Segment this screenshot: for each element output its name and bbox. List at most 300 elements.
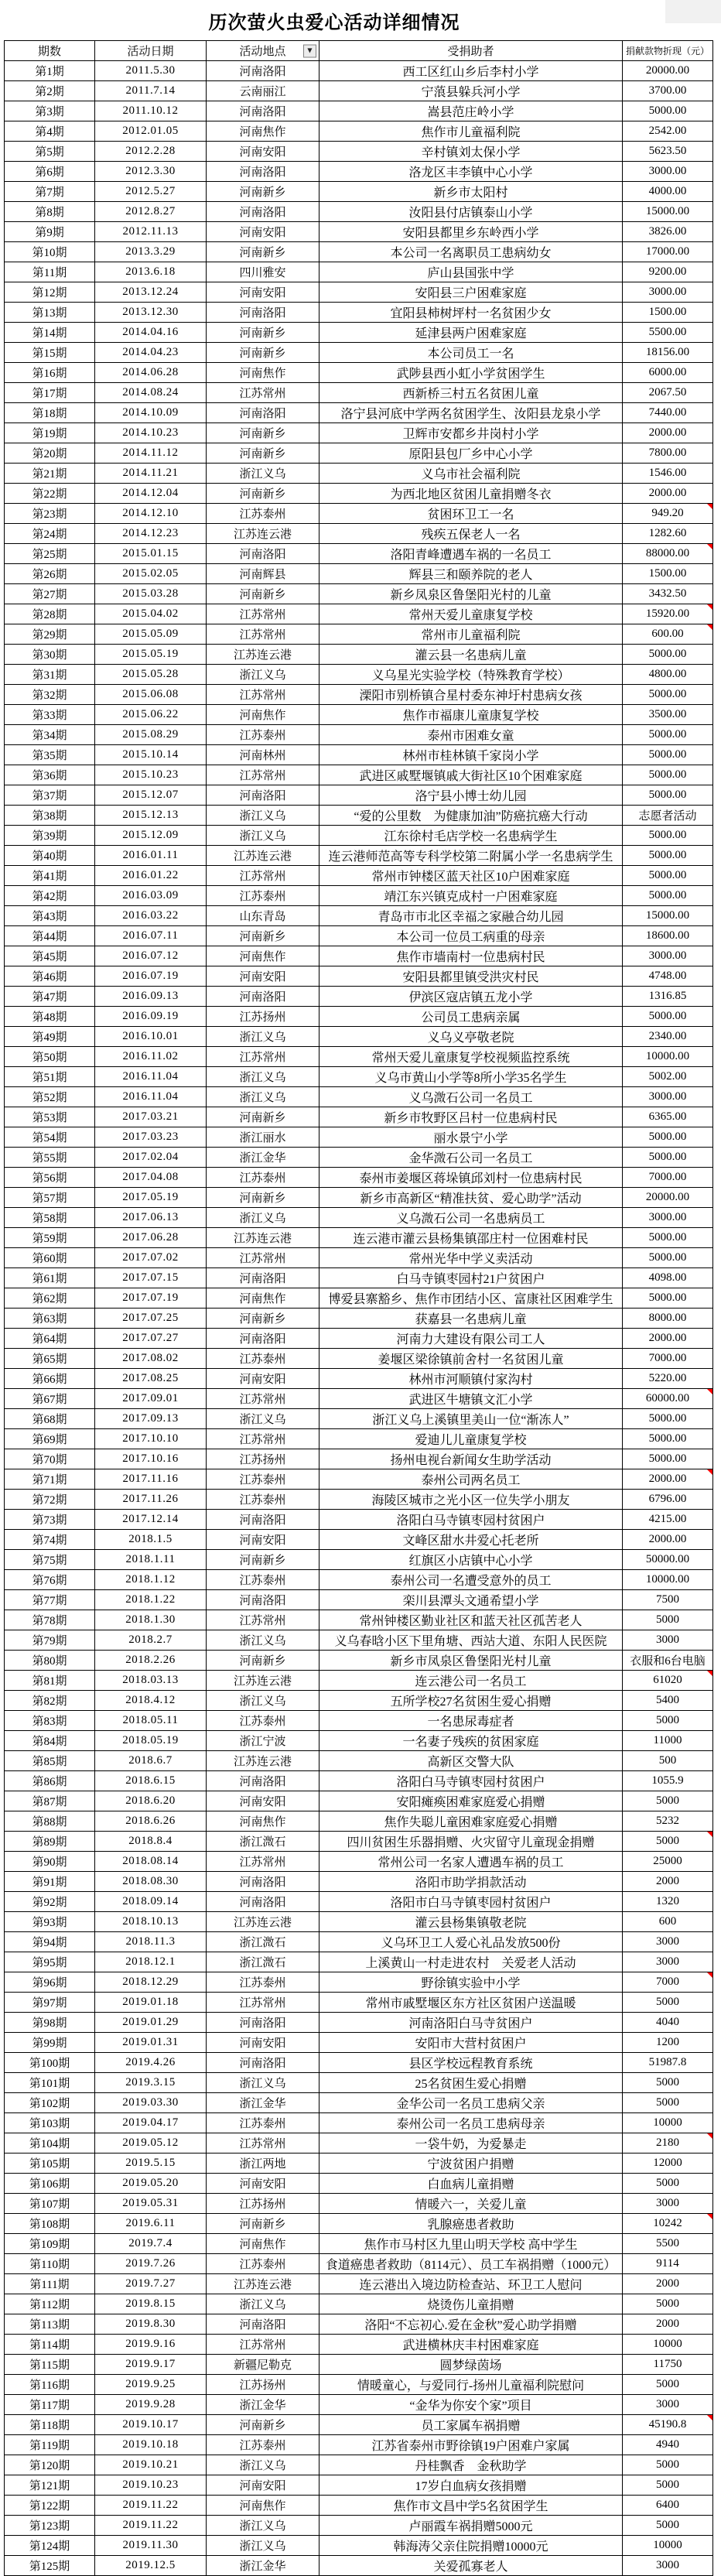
cell-recipient[interactable]: 林州市桂林镇千家岗小学 <box>319 745 623 765</box>
cell-period[interactable]: 第44期 <box>5 926 95 946</box>
cell-recipient[interactable]: 泰州公司两名员工 <box>319 1469 623 1490</box>
cell-recipient[interactable]: 一名妻子残疾的贫困家庭 <box>319 1731 623 1751</box>
cell-date[interactable]: 2016.09.13 <box>95 987 207 1007</box>
cell-date[interactable]: 2013.6.18 <box>95 262 207 282</box>
cell-date[interactable]: 2015.12.09 <box>95 826 207 846</box>
cell-period[interactable]: 第124期 <box>5 2536 95 2556</box>
cell-amount[interactable] <box>623 1449 713 1469</box>
cell-location[interactable]: 江苏泰州 <box>207 1570 319 1590</box>
cell-period[interactable]: 第53期 <box>5 1107 95 1127</box>
cell-recipient[interactable]: 庐山县国张中学 <box>319 262 623 282</box>
cell-period[interactable]: 第37期 <box>5 785 95 806</box>
cell-period[interactable]: 第27期 <box>5 584 95 604</box>
cell-date[interactable]: 2016.11.04 <box>95 1087 207 1107</box>
cell-amount[interactable] <box>623 1148 713 1168</box>
cell-period[interactable]: 第66期 <box>5 1369 95 1389</box>
cell-recipient[interactable]: 文峰区甜水井爱心托老所 <box>319 1530 623 1550</box>
cell-recipient[interactable]: 江东徐村毛店学校一名患病学生 <box>319 826 623 846</box>
cell-recipient[interactable]: 高新区交警大队 <box>319 1751 623 1771</box>
cell-date[interactable]: 2012.11.13 <box>95 222 207 242</box>
cell-amount[interactable] <box>623 745 713 765</box>
cell-recipient[interactable]: 姜堰区梁徐镇前舍村一名贫困儿童 <box>319 1349 623 1369</box>
cell-amount[interactable] <box>623 81 713 101</box>
cell-period[interactable]: 第41期 <box>5 866 95 886</box>
cell-recipient[interactable]: 县区学校远程教育系统 <box>319 2053 623 2073</box>
cell-amount[interactable] <box>623 2053 713 2073</box>
cell-amount[interactable] <box>623 1912 713 1932</box>
cell-amount[interactable] <box>623 1188 713 1208</box>
cell-amount[interactable] <box>623 202 713 222</box>
cell-recipient[interactable]: 野徐镇实验中小学 <box>319 1972 623 1993</box>
cell-period[interactable]: 第82期 <box>5 1691 95 1711</box>
cell-period[interactable]: 第92期 <box>5 1892 95 1912</box>
cell-period[interactable]: 第6期 <box>5 162 95 182</box>
cell-period[interactable]: 第112期 <box>5 2294 95 2314</box>
cell-period[interactable]: 第120期 <box>5 2455 95 2475</box>
cell-recipient[interactable]: 汝阳县付店镇泰山小学 <box>319 202 623 222</box>
cell-amount[interactable] <box>623 2475 713 2496</box>
cell-location[interactable]: 浙江义乌 <box>207 1691 319 1711</box>
cell-recipient[interactable]: 残疾五保老人一名 <box>319 524 623 544</box>
cell-period[interactable]: 第69期 <box>5 1429 95 1449</box>
cell-location[interactable]: 河南洛阳 <box>207 1329 319 1349</box>
cell-date[interactable]: 2015.05.28 <box>95 665 207 685</box>
cell-period[interactable]: 第24期 <box>5 524 95 544</box>
cell-location[interactable]: 河南安阳 <box>207 2174 319 2194</box>
cell-period[interactable]: 第39期 <box>5 826 95 846</box>
cell-location[interactable]: 河南洛阳 <box>207 403 319 423</box>
cell-recipient[interactable]: 17岁白血病女孩捐赠 <box>319 2475 623 2496</box>
cell-date[interactable]: 2018.1.5 <box>95 1530 207 1550</box>
cell-period[interactable]: 第118期 <box>5 2415 95 2435</box>
cell-period[interactable]: 第29期 <box>5 624 95 645</box>
cell-amount[interactable] <box>623 946 713 966</box>
cell-amount[interactable] <box>623 866 713 886</box>
cell-location[interactable]: 河南新乡 <box>207 2415 319 2435</box>
cell-location[interactable]: 浙江丽水 <box>207 1127 319 1148</box>
cell-location[interactable]: 浙江溦石 <box>207 1832 319 1852</box>
cell-amount[interactable] <box>623 2214 713 2234</box>
cell-period[interactable]: 第18期 <box>5 403 95 423</box>
cell-period[interactable]: 第119期 <box>5 2435 95 2455</box>
cell-period[interactable]: 第76期 <box>5 1570 95 1590</box>
cell-date[interactable]: 2019.5.15 <box>95 2154 207 2174</box>
cell-recipient[interactable]: 义乌环卫工人爱心礼品发放500份 <box>319 1932 623 1952</box>
cell-date[interactable]: 2018.2.7 <box>95 1630 207 1651</box>
cell-period[interactable]: 第15期 <box>5 343 95 363</box>
cell-recipient[interactable]: 嵩县范庄岭小学 <box>319 101 623 121</box>
cell-recipient[interactable]: 泰州公司一名遭受意外的员工 <box>319 1570 623 1590</box>
cell-period[interactable]: 第84期 <box>5 1731 95 1751</box>
cell-amount[interactable] <box>623 2294 713 2314</box>
cell-amount[interactable] <box>623 1671 713 1691</box>
cell-recipient[interactable]: 义乌市社会福利院 <box>319 464 623 484</box>
cell-date[interactable]: 2018.1.30 <box>95 1610 207 1630</box>
cell-period[interactable]: 第111期 <box>5 2274 95 2294</box>
cell-recipient[interactable]: 河南洛阳白马寺贫困户 <box>319 2013 623 2033</box>
cell-location[interactable]: 江苏常州 <box>207 866 319 886</box>
cell-date[interactable]: 2019.05.12 <box>95 2133 207 2154</box>
cell-date[interactable]: 2015.05.19 <box>95 645 207 665</box>
cell-recipient[interactable]: 连云港出入境边防检查站、环卫工人慰问 <box>319 2274 623 2294</box>
cell-amount[interactable] <box>623 2536 713 2556</box>
cell-amount[interactable] <box>623 383 713 403</box>
cell-location[interactable]: 河南新乡 <box>207 1550 319 1570</box>
cell-amount[interactable] <box>623 1852 713 1872</box>
cell-amount[interactable] <box>623 1651 713 1671</box>
cell-recipient[interactable]: 新乡市牧野区吕村一位患病村民 <box>319 1107 623 1127</box>
cell-recipient[interactable]: 常州光华中学义卖活动 <box>319 1248 623 1268</box>
cell-period[interactable]: 第96期 <box>5 1972 95 1993</box>
cell-period[interactable]: 第26期 <box>5 564 95 584</box>
cell-recipient[interactable]: 烧烫伤儿童捐赠 <box>319 2294 623 2314</box>
cell-location[interactable]: 江苏连云港 <box>207 2274 319 2294</box>
cell-location[interactable]: 河南安阳 <box>207 142 319 162</box>
cell-period[interactable]: 第74期 <box>5 1530 95 1550</box>
cell-location[interactable]: 河南焦作 <box>207 705 319 725</box>
cell-period[interactable]: 第34期 <box>5 725 95 745</box>
cell-amount[interactable] <box>623 685 713 705</box>
cell-period[interactable]: 第86期 <box>5 1771 95 1791</box>
cell-amount[interactable] <box>623 1530 713 1550</box>
cell-recipient[interactable]: 焦作市文昌中学5名贫困学生 <box>319 2496 623 2516</box>
cell-period[interactable]: 第103期 <box>5 2113 95 2133</box>
cell-period[interactable]: 第36期 <box>5 765 95 785</box>
cell-period[interactable]: 第48期 <box>5 1007 95 1027</box>
cell-amount[interactable] <box>623 403 713 423</box>
cell-date[interactable]: 2019.4.26 <box>95 2053 207 2073</box>
cell-amount[interactable] <box>623 303 713 323</box>
cell-period[interactable]: 第104期 <box>5 2133 95 2154</box>
cell-amount[interactable] <box>623 1510 713 1530</box>
cell-location[interactable]: 河南新乡 <box>207 423 319 443</box>
cell-date[interactable]: 2014.12.23 <box>95 524 207 544</box>
cell-amount[interactable] <box>623 1329 713 1349</box>
cell-recipient[interactable]: 栾川县潭头文通希望小学 <box>319 1590 623 1610</box>
cell-location[interactable]: 江苏常州 <box>207 685 319 705</box>
cell-period[interactable]: 第19期 <box>5 423 95 443</box>
cell-date[interactable]: 2018.12.29 <box>95 1972 207 1993</box>
cell-amount[interactable] <box>623 2194 713 2214</box>
cell-period[interactable]: 第98期 <box>5 2013 95 2033</box>
cell-recipient[interactable]: 江苏省泰州市野徐镇19户困难户家属 <box>319 2435 623 2455</box>
cell-period[interactable]: 第55期 <box>5 1148 95 1168</box>
cell-recipient[interactable]: 为西北地区贫困儿童捐赠冬衣 <box>319 484 623 504</box>
cell-amount[interactable] <box>623 765 713 785</box>
autofilter-dropdown-icon[interactable]: ▼ <box>303 44 316 57</box>
cell-location[interactable]: 河南洛阳 <box>207 303 319 323</box>
cell-recipient[interactable]: 一袋牛奶，为爱暴走 <box>319 2133 623 2154</box>
cell-location[interactable]: 四川雅安 <box>207 262 319 282</box>
cell-amount[interactable] <box>623 182 713 202</box>
cell-recipient[interactable]: 焦作失聪儿童困难家庭爱心捐赠 <box>319 1811 623 1832</box>
cell-location[interactable]: 河南洛阳 <box>207 987 319 1007</box>
cell-recipient[interactable]: 武进区牛塘镇文汇小学 <box>319 1389 623 1409</box>
cell-date[interactable]: 2018.11.3 <box>95 1932 207 1952</box>
cell-amount[interactable] <box>623 705 713 725</box>
cell-date[interactable]: 2015.04.02 <box>95 604 207 624</box>
cell-period[interactable]: 第107期 <box>5 2194 95 2214</box>
cell-date[interactable]: 2019.9.16 <box>95 2335 207 2355</box>
cell-recipient[interactable]: 连云港师范高等专科学校第二附属小学一名患病学生 <box>319 846 623 866</box>
cell-recipient[interactable]: 上溪黄山一村走进农村 关爱老人活动 <box>319 1952 623 1972</box>
cell-amount[interactable] <box>623 1993 713 2013</box>
cell-amount[interactable] <box>623 2234 713 2254</box>
cell-recipient[interactable]: 武进横林庆丰村困难家庭 <box>319 2335 623 2355</box>
cell-period[interactable]: 第10期 <box>5 242 95 262</box>
cell-date[interactable]: 2019.7.27 <box>95 2274 207 2294</box>
cell-date[interactable]: 2019.05.31 <box>95 2194 207 2214</box>
cell-amount[interactable] <box>623 785 713 806</box>
cell-date[interactable]: 2018.05.11 <box>95 1711 207 1731</box>
cell-location[interactable]: 新疆尼勒克 <box>207 2355 319 2375</box>
cell-location[interactable]: 浙江宁波 <box>207 1731 319 1751</box>
cell-location[interactable]: 江苏连云港 <box>207 1671 319 1691</box>
cell-date[interactable]: 2016.07.11 <box>95 926 207 946</box>
cell-date[interactable]: 2019.01.31 <box>95 2033 207 2053</box>
cell-amount[interactable] <box>623 2033 713 2053</box>
cell-location[interactable]: 江苏常州 <box>207 2133 319 2154</box>
cell-location[interactable]: 河南安阳 <box>207 222 319 242</box>
cell-recipient[interactable]: 食道癌患者救助（8114元）、员工车祸捐赠（1000元） <box>319 2254 623 2274</box>
cell-amount[interactable] <box>623 2455 713 2475</box>
cell-date[interactable]: 2017.10.16 <box>95 1449 207 1469</box>
cell-period[interactable]: 第123期 <box>5 2516 95 2536</box>
cell-recipient[interactable]: 贫困环卫工一名 <box>319 504 623 524</box>
cell-recipient[interactable]: 常州天爱儿童康复学校 <box>319 604 623 624</box>
cell-recipient[interactable]: 焦作市儿童福利院 <box>319 121 623 142</box>
cell-location[interactable]: 河南辉县 <box>207 564 319 584</box>
cell-date[interactable]: 2018.8.4 <box>95 1832 207 1852</box>
cell-recipient[interactable]: 泰州市姜堰区蒋垛镇邱刘村一位患病村民 <box>319 1168 623 1188</box>
cell-recipient[interactable]: 丹桂飘香 金秋助学 <box>319 2455 623 2475</box>
cell-period[interactable]: 第62期 <box>5 1288 95 1309</box>
cell-recipient[interactable]: 海陵区城市之光小区一位失学小朋友 <box>319 1490 623 1510</box>
cell-location[interactable]: 江苏常州 <box>207 604 319 624</box>
cell-date[interactable]: 2015.06.22 <box>95 705 207 725</box>
cell-date[interactable]: 2014.11.21 <box>95 464 207 484</box>
cell-location[interactable]: 江苏连云港 <box>207 846 319 866</box>
cell-amount[interactable] <box>623 1932 713 1952</box>
cell-date[interactable]: 2017.04.08 <box>95 1168 207 1188</box>
cell-amount[interactable] <box>623 2274 713 2294</box>
cell-period[interactable]: 第9期 <box>5 222 95 242</box>
cell-recipient[interactable]: 靖江东兴镇克成村一户困难家庭 <box>319 886 623 906</box>
cell-date[interactable]: 2014.11.12 <box>95 443 207 464</box>
cell-amount[interactable] <box>623 1168 713 1188</box>
cell-recipient[interactable]: 洛宁县河底中学两名贫困学生、汝阳县龙泉小学 <box>319 403 623 423</box>
cell-amount[interactable] <box>623 1630 713 1651</box>
cell-period[interactable]: 第38期 <box>5 806 95 826</box>
cell-date[interactable]: 2012.01.05 <box>95 121 207 142</box>
cell-date[interactable]: 2017.11.16 <box>95 1469 207 1490</box>
cell-recipient[interactable]: 新乡市太阳村 <box>319 182 623 202</box>
cell-period[interactable]: 第54期 <box>5 1127 95 1148</box>
cell-amount[interactable] <box>623 604 713 624</box>
cell-amount[interactable] <box>623 1228 713 1248</box>
cell-location[interactable]: 河南洛阳 <box>207 1510 319 1530</box>
cell-location[interactable]: 河南焦作 <box>207 2496 319 2516</box>
cell-date[interactable]: 2019.6.11 <box>95 2214 207 2234</box>
cell-date[interactable]: 2015.08.29 <box>95 725 207 745</box>
cell-period[interactable]: 第40期 <box>5 846 95 866</box>
cell-amount[interactable] <box>623 2013 713 2033</box>
cell-period[interactable]: 第101期 <box>5 2073 95 2093</box>
cell-date[interactable]: 2016.11.02 <box>95 1047 207 1067</box>
cell-amount[interactable] <box>623 1369 713 1389</box>
cell-amount[interactable] <box>623 1409 713 1429</box>
cell-recipient[interactable]: 员工家属车祸捐赠 <box>319 2415 623 2435</box>
cell-date[interactable]: 2011.7.14 <box>95 81 207 101</box>
cell-date[interactable]: 2017.09.13 <box>95 1409 207 1429</box>
cell-period[interactable]: 第115期 <box>5 2355 95 2375</box>
cell-date[interactable]: 2017.10.10 <box>95 1429 207 1449</box>
cell-location[interactable]: 河南新乡 <box>207 1309 319 1329</box>
cell-period[interactable]: 第50期 <box>5 1047 95 1067</box>
cell-amount[interactable] <box>623 1550 713 1570</box>
cell-date[interactable]: 2019.8.30 <box>95 2314 207 2335</box>
cell-location[interactable]: 山东青岛 <box>207 906 319 926</box>
cell-location[interactable]: 江苏连云港 <box>207 524 319 544</box>
cell-recipient[interactable]: 连云港市灌云县杨集镇邵庄村一位困难村民 <box>319 1228 623 1248</box>
cell-date[interactable]: 2019.10.21 <box>95 2455 207 2475</box>
cell-date[interactable]: 2014.08.24 <box>95 383 207 403</box>
cell-recipient[interactable]: 洛阳白马寺镇枣园村贫困户 <box>319 1771 623 1791</box>
cell-period[interactable]: 第60期 <box>5 1248 95 1268</box>
cell-location[interactable]: 河南洛阳 <box>207 785 319 806</box>
cell-amount[interactable] <box>623 1791 713 1811</box>
cell-recipient[interactable]: 义乌市黄山小学等8所小学35名学生 <box>319 1067 623 1087</box>
cell-location[interactable]: 江苏常州 <box>207 1389 319 1409</box>
cell-location[interactable]: 江苏扬州 <box>207 1449 319 1469</box>
cell-period[interactable]: 第30期 <box>5 645 95 665</box>
cell-date[interactable]: 2019.10.18 <box>95 2435 207 2455</box>
cell-recipient[interactable]: 红旗区小店镇中心小学 <box>319 1550 623 1570</box>
cell-recipient[interactable]: 洛阳市助学捐款活动 <box>319 1872 623 1892</box>
cell-amount[interactable] <box>623 1047 713 1067</box>
cell-recipient[interactable]: 洛阳白马寺镇枣园村贫困户 <box>319 1510 623 1530</box>
cell-date[interactable]: 2013.12.24 <box>95 282 207 303</box>
cell-date[interactable]: 2015.06.08 <box>95 685 207 705</box>
cell-period[interactable]: 第73期 <box>5 1510 95 1530</box>
cell-location[interactable]: 浙江义乌 <box>207 2516 319 2536</box>
cell-location[interactable]: 河南洛阳 <box>207 1771 319 1791</box>
cell-date[interactable]: 2018.2.26 <box>95 1651 207 1671</box>
cell-recipient[interactable]: 卢丽霞车祸捐赠5000元 <box>319 2516 623 2536</box>
cell-recipient[interactable]: 扬州电视台新闻女生助学活动 <box>319 1449 623 1469</box>
cell-recipient[interactable]: 洛龙区丰李镇中心小学 <box>319 162 623 182</box>
cell-location[interactable]: 浙江金华 <box>207 1148 319 1168</box>
cell-recipient[interactable]: 焦作市墙南村一位患病村民 <box>319 946 623 966</box>
cell-period[interactable]: 第81期 <box>5 1671 95 1691</box>
cell-location[interactable]: 江苏常州 <box>207 1610 319 1630</box>
cell-recipient[interactable]: 五所学校27名贫困生爱心捐赠 <box>319 1691 623 1711</box>
cell-amount[interactable] <box>623 1811 713 1832</box>
cell-period[interactable]: 第93期 <box>5 1912 95 1932</box>
cell-period[interactable]: 第97期 <box>5 1993 95 2013</box>
cell-location[interactable]: 河南安阳 <box>207 1530 319 1550</box>
cell-location[interactable]: 河南安阳 <box>207 2475 319 2496</box>
cell-recipient[interactable]: 浙江义乌上溪镇里美山一位“渐冻人” <box>319 1409 623 1429</box>
cell-date[interactable]: 2019.01.29 <box>95 2013 207 2033</box>
cell-location[interactable]: 浙江金华 <box>207 2556 319 2576</box>
cell-recipient[interactable]: 情暖童心，与爱同行-扬州儿童福利院慰问 <box>319 2375 623 2395</box>
cell-location[interactable]: 河南焦作 <box>207 121 319 142</box>
cell-period[interactable]: 第80期 <box>5 1651 95 1671</box>
cell-period[interactable]: 第33期 <box>5 705 95 725</box>
cell-location[interactable]: 江苏常州 <box>207 1852 319 1872</box>
cell-location[interactable]: 江苏泰州 <box>207 1349 319 1369</box>
cell-location[interactable]: 河南新乡 <box>207 1107 319 1127</box>
cell-recipient[interactable]: 伊滨区寇店镇五龙小学 <box>319 987 623 1007</box>
cell-recipient[interactable]: 泰州公司一名员工患病母亲 <box>319 2113 623 2133</box>
cell-date[interactable]: 2018.08.14 <box>95 1852 207 1872</box>
cell-period[interactable]: 第7期 <box>5 182 95 202</box>
cell-amount[interactable] <box>623 142 713 162</box>
cell-date[interactable]: 2013.12.30 <box>95 303 207 323</box>
cell-amount[interactable] <box>623 262 713 282</box>
cell-recipient[interactable]: 获嘉县一名患病儿童 <box>319 1309 623 1329</box>
cell-period[interactable]: 第42期 <box>5 886 95 906</box>
cell-amount[interactable] <box>623 343 713 363</box>
cell-amount[interactable] <box>623 2174 713 2194</box>
cell-amount[interactable] <box>623 826 713 846</box>
cell-amount[interactable] <box>623 624 713 645</box>
cell-date[interactable]: 2017.07.19 <box>95 1288 207 1309</box>
cell-location[interactable]: 河南焦作 <box>207 363 319 383</box>
cell-recipient[interactable]: 西新桥三村五名贫困儿童 <box>319 383 623 403</box>
cell-amount[interactable] <box>623 242 713 262</box>
cell-date[interactable]: 2018.6.15 <box>95 1771 207 1791</box>
cell-recipient[interactable]: 常州天爱儿童康复学校视频监控系统 <box>319 1047 623 1067</box>
cell-period[interactable]: 第99期 <box>5 2033 95 2053</box>
cell-period[interactable]: 第72期 <box>5 1490 95 1510</box>
cell-recipient[interactable]: 情暖六一，关爱儿童 <box>319 2194 623 2214</box>
cell-amount[interactable] <box>623 2516 713 2536</box>
cell-period[interactable]: 第83期 <box>5 1711 95 1731</box>
cell-recipient[interactable]: 25名贫困生爱心捐赠 <box>319 2073 623 2093</box>
cell-date[interactable]: 2018.1.22 <box>95 1590 207 1610</box>
cell-amount[interactable] <box>623 926 713 946</box>
cell-period[interactable]: 第68期 <box>5 1409 95 1429</box>
cell-amount[interactable] <box>623 1107 713 1127</box>
cell-location[interactable]: 浙江义乌 <box>207 1027 319 1047</box>
cell-amount[interactable] <box>623 524 713 544</box>
cell-location[interactable]: 浙江义乌 <box>207 1087 319 1107</box>
cell-location[interactable]: 江苏泰州 <box>207 1711 319 1731</box>
cell-recipient[interactable]: 安阳县都里乡东岭西小学 <box>319 222 623 242</box>
cell-recipient[interactable]: 白马寺镇枣园村21户贫困户 <box>319 1268 623 1288</box>
cell-recipient[interactable]: 常州公司一名家人遭遇车祸的员工 <box>319 1852 623 1872</box>
cell-period[interactable]: 第47期 <box>5 987 95 1007</box>
cell-amount[interactable] <box>623 1872 713 1892</box>
cell-location[interactable]: 江苏常州 <box>207 624 319 645</box>
cell-recipient[interactable]: 原阳县包厂乡中心小学 <box>319 443 623 464</box>
cell-amount[interactable] <box>623 2496 713 2516</box>
cell-recipient[interactable]: 安阳市大营村贫困户 <box>319 2033 623 2053</box>
cell-date[interactable]: 2019.9.28 <box>95 2395 207 2415</box>
cell-location[interactable]: 江苏连云港 <box>207 645 319 665</box>
cell-recipient[interactable]: 洛阳青峰遭遇车祸的一名员工 <box>319 544 623 564</box>
cell-date[interactable]: 2017.11.26 <box>95 1490 207 1510</box>
cell-date[interactable]: 2016.10.01 <box>95 1027 207 1047</box>
cell-amount[interactable] <box>623 645 713 665</box>
cell-period[interactable]: 第77期 <box>5 1590 95 1610</box>
cell-amount[interactable] <box>623 1771 713 1791</box>
cell-date[interactable]: 2018.05.19 <box>95 1731 207 1751</box>
cell-date[interactable]: 2011.10.12 <box>95 101 207 121</box>
cell-recipient[interactable]: 本公司员工一名 <box>319 343 623 363</box>
